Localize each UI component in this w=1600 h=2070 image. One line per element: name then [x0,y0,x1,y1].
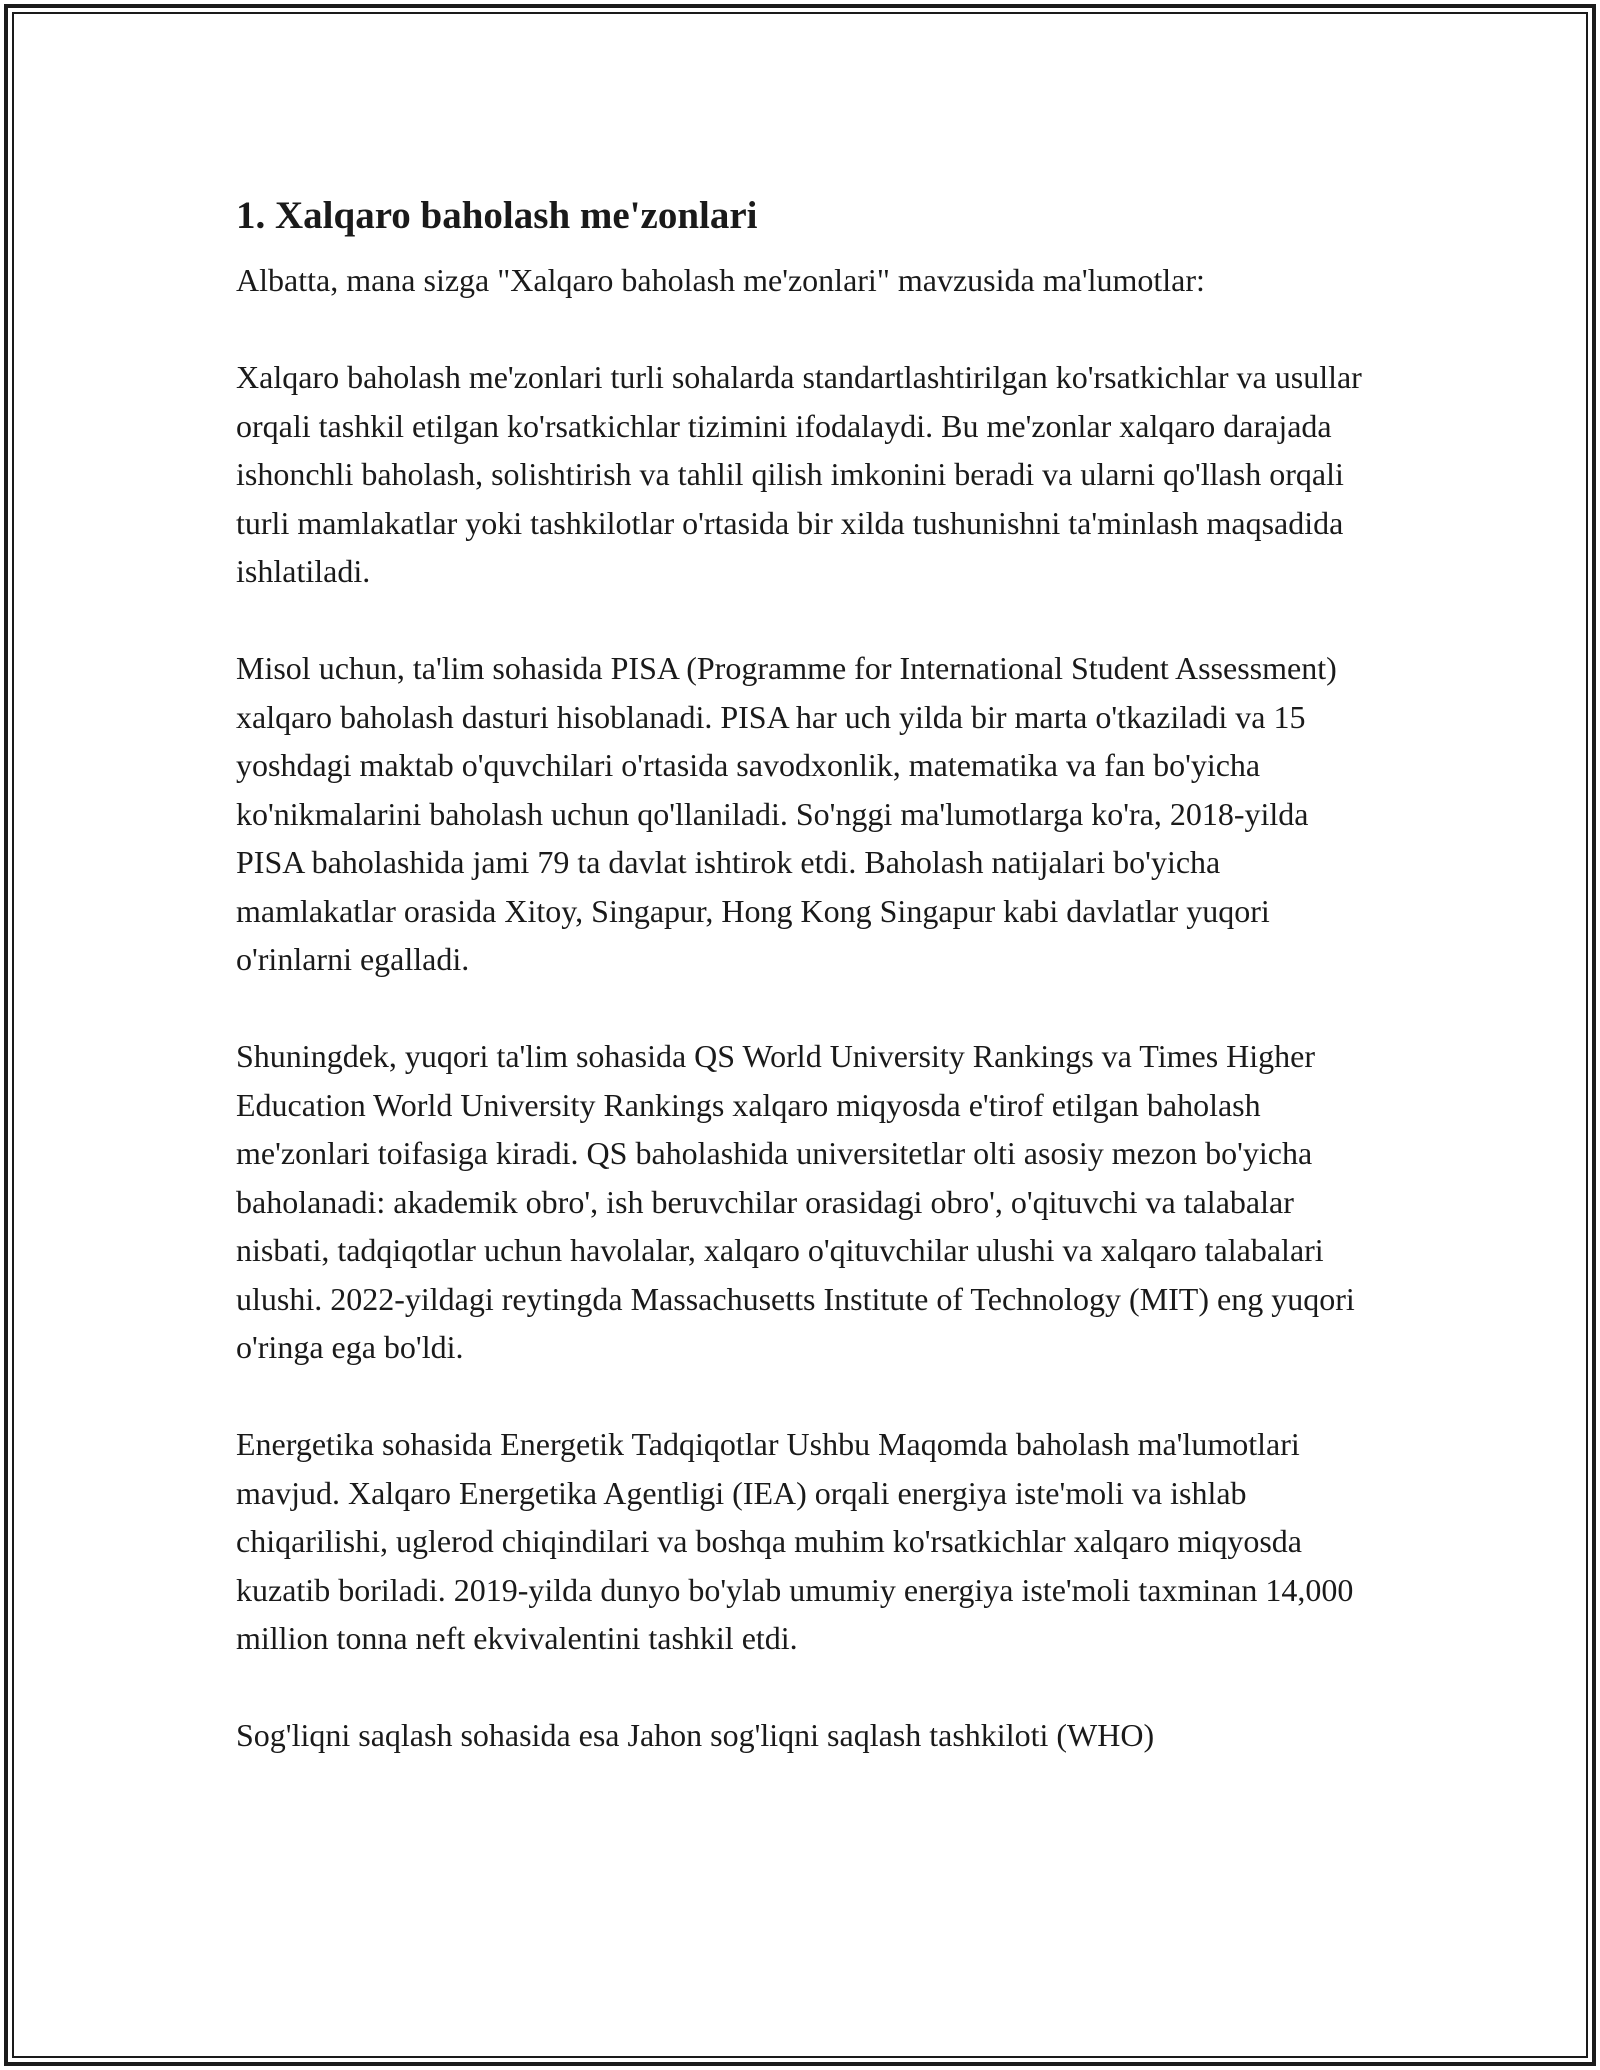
section-heading: 1. Xalqaro baholash me'zonlari [236,194,758,237]
paragraph-definition: Xalqaro baholash me'zonlari turli sohalarda standartlashtirilgan ko'rsatkichlar va usullar orqali tashkil etilgan ko'rsatkichlar tizimini ifodalaydi. Bu me'zonlar xalqaro darajada ishonchli baholash, solishtirish va tahlil qilish imkonini beradi va ularni qo'llash orqali turli mamlakatlar yoki tashkilotlar o'rtasida bir xilda tushunishni ta'minlash maqsadida ishlatiladi. [236,359,1362,589]
document-body [236,186,1376,1760]
paragraph-health: Sog'liqni saqlash sohasida esa Jahon sog'liqni saqlash tashkiloti (WHO) [236,1717,1155,1753]
intro-paragraph: Albatta, mana sizga "Xalqaro baholash me'zonlari" mavzusida ma'lumotlar: [236,262,1205,298]
paragraph-pisa: Misol uchun, ta'lim sohasida PISA (Programme for International Student Assessment) xalqaro baholash dasturi hisoblanadi. PISA har uch yilda bir marta o'tkaziladi va 15 yoshdagi maktab o'quvchilari o'rtasida savodxonlik, matematika va fan bo'yicha ko'nikmalarini baholash uchun qo'llaniladi. So'nggi ma'lumotlarga ko'ra, 2018-yilda PISA baholashida jami 79 ta davlat ishtirok etdi. Baholash natijalari bo'yicha mamlakatlar orasida Xitoy, Singapur, Hong Kong Singapur kabi davlatlar yuqori o'rinlarni egalladi. [236,650,1337,977]
paragraph-university-rankings: Shuningdek, yuqori ta'lim sohasida QS World University Rankings va Times Higher Education World University Rankings xalqaro miqyosda e'tirof etilgan baholash me'zonlari toifasiga kiradi. QS baholashida universitetlar olti asosiy mezon bo'yicha baholanadi: akademik obro', ish beruvchilar orasidagi obro', o'qituvchi va talabalar nisbati, tadqiqotlar uchun havolalar, xalqaro o'qituvchilar ulushi va xalqaro talabalari ulushi. 2022-yildagi reytingda Massachusetts Institute of Technology (MIT) eng yuqori o'ringa ega bo'ldi. [236,1038,1355,1365]
paragraph-energy: Energetika sohasida Energetik Tadqiqotlar Ushbu Maqomda baholash ma'lumotlari mavjud. Xalqaro Energetika Agentligi (IEA) orqali energiya iste'moli va ishlab chiqarilishi, uglerod chiqindilari va boshqa muhim ko'rsatkichlar xalqaro miqyosda kuzatib boriladi. 2019-yilda dunyo bo'ylab umumiy energiya iste'moli taxminan 14,000 million tonna neft ekvivalentini tashkil etdi. [236,1426,1354,1656]
